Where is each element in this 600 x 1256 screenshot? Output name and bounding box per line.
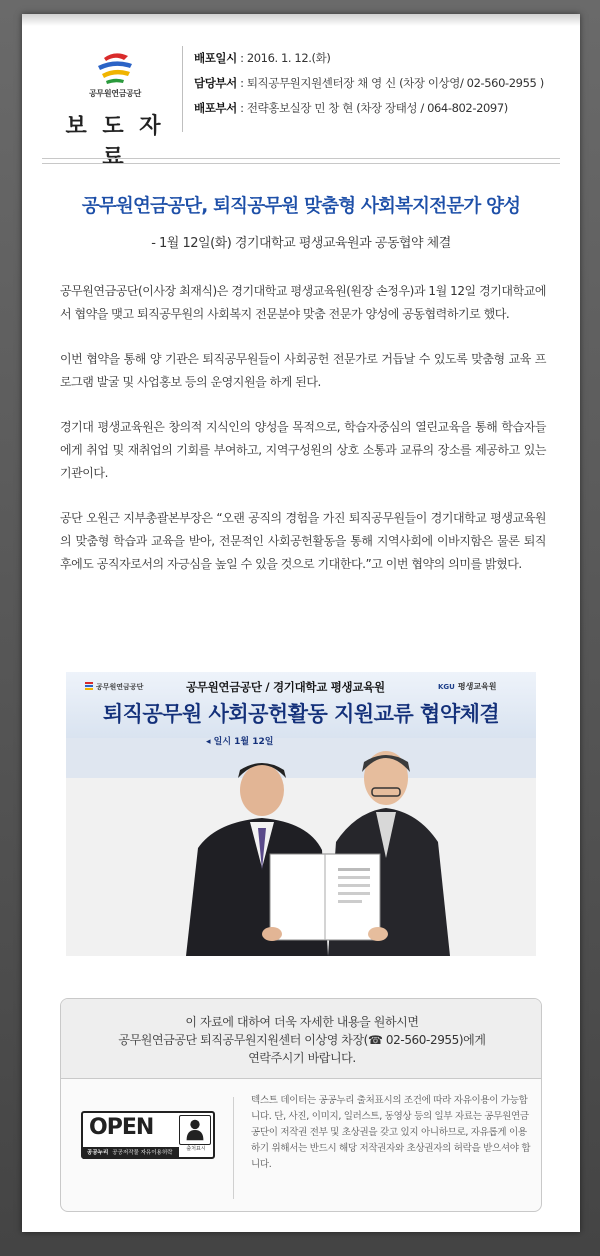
article-headline: 공무원연금공단, 퇴직공무원 맞춤형 사회복지전문가 양성 (81, 196, 521, 217)
article-paragraph: 경기대 평생교육원은 창의적 지식인의 양성을 목적으로, 학습자중심의 열린교육을 통해 학습자들에게 취업 및 재취업의 기회를 부여하고, 지역구성원의 상호 소통과 교류의 장소를 제공하고 있는 기관이다. (60, 420, 546, 480)
org-logo-block (50, 50, 180, 171)
org-name: 공무원연금공단 (89, 89, 141, 98)
article-body (60, 280, 546, 598)
banner-logo-text: 공무원연금공단 (96, 683, 144, 691)
contact-box (60, 998, 542, 1212)
banner-logo-icon (84, 681, 94, 691)
header-divider (182, 46, 183, 132)
license-divider (233, 1097, 234, 1199)
press-release-title: 보 도 자 료 (65, 114, 165, 170)
open-badge-footer (83, 1147, 179, 1159)
press-header (22, 44, 580, 170)
license-notice: 텍스트 데이터는 공공누리 출처표시의 조건에 따라 자유이용이 가능합니다. 단, 사진, 이미지, 일러스트, 동영상 등의 일부 자료는 공무원연금공단이 저작권 전부 및 초상권을 갖고 있지 아니하므로, 자유롭게 이용하기 위해서는 반드시 해당 저작권자와 초상권자의 허락을 받으셔야 합니다. (251, 1095, 531, 1170)
article-subhead: - 1월 12일(화) 경기대학교 평생교육원과 공동협약 체결 (151, 236, 451, 251)
banner-date: ◂ 일시 1월 12일 (206, 737, 274, 747)
press-release-sheet (22, 14, 580, 1232)
attribution-label: 출처표시 (186, 1146, 206, 1152)
kgu-name: 평생교육원 (457, 682, 497, 691)
banner-main-title: 퇴직공무원 사회공헌활동 지원교류 협약체결 (102, 702, 500, 726)
meta-row-issuer (194, 96, 574, 121)
meta-value: : 퇴직공무원지원센터장 채 영 신 (차장 이상영/ 02-560-2955 ) (236, 76, 544, 90)
banner-kgu (438, 681, 497, 692)
photo-banner (66, 672, 536, 738)
kogl-open-badge (81, 1111, 215, 1159)
agreement-photo (66, 672, 536, 956)
contact-line: 이 자료에 대하여 더욱 자세한 내용을 원하시면 (185, 1015, 419, 1029)
meta-value: : 전략홍보실장 민 창 현 (차장 장태성 / 064-802-2097) (236, 101, 508, 115)
signing-scene-illustration (66, 738, 536, 956)
contact-line: 연락주시기 바랍니다. (248, 1051, 356, 1065)
meta-key: 담당부서 (194, 76, 237, 90)
article-paragraph: 공무원연금공단(이사장 최재식)은 경기대학교 평생교육원(원장 손정우)과 1월 12일 경기대학교에서 협약을 맺고 퇴직공무원의 사회복지 전문분야 맞춤 전문가 양성에 공동협력하기로 했다. (60, 284, 546, 321)
contact-notice (61, 999, 542, 1079)
kogl-name: 공공누리 (87, 1150, 109, 1156)
meta-row-dept (194, 71, 574, 96)
attribution-person-icon (179, 1115, 211, 1145)
article-paragraph: 이번 협약을 통해 양 기관은 퇴직공무원들이 사회공헌 전문가로 거듭날 수 있도록 맞춤형 교육 프로그램 발굴 및 사업홍보 등의 운영지원을 하게 된다. (60, 352, 546, 389)
open-wordmark: OPEN (89, 1115, 154, 1140)
distribution-meta (194, 46, 574, 121)
contact-line: 공무원연금공단 퇴직공무원지원센터 이상영 차장(☎ 02-560-2955)에게 (118, 1033, 486, 1047)
meta-row-date (194, 46, 574, 71)
banner-top-row (66, 676, 536, 698)
sheet-top-shade (22, 14, 580, 26)
meta-key: 배포일시 (194, 51, 237, 65)
meta-key: 배포부서 (194, 101, 237, 115)
header-rule (42, 158, 560, 164)
meta-value: : 2016. 1. 12.(화) (236, 51, 331, 65)
article-paragraph: 공단 오원근 지부총괄본부장은 “오랜 공직의 경험을 가진 퇴직공무원들이 경기대학교 평생교육원의 맞춤형 학습과 교육을 받아, 전문적인 사회공헌활동을 통해 지역사회에 이바지함은 물론 퇴직 후에도 공직자로서의 자긍심을 높일 수 있을 것으로 기대한다.”고 이번 협약의 의미를 밝혔다. (60, 511, 546, 571)
kogl-desc: 공공저작물 자유이용허락 (112, 1150, 173, 1156)
banner-title: 공무원연금공단 / 경기대학교 평생교육원 (186, 680, 385, 694)
kgu-badge: KGU (438, 683, 455, 691)
org-logo-icon (90, 50, 140, 86)
